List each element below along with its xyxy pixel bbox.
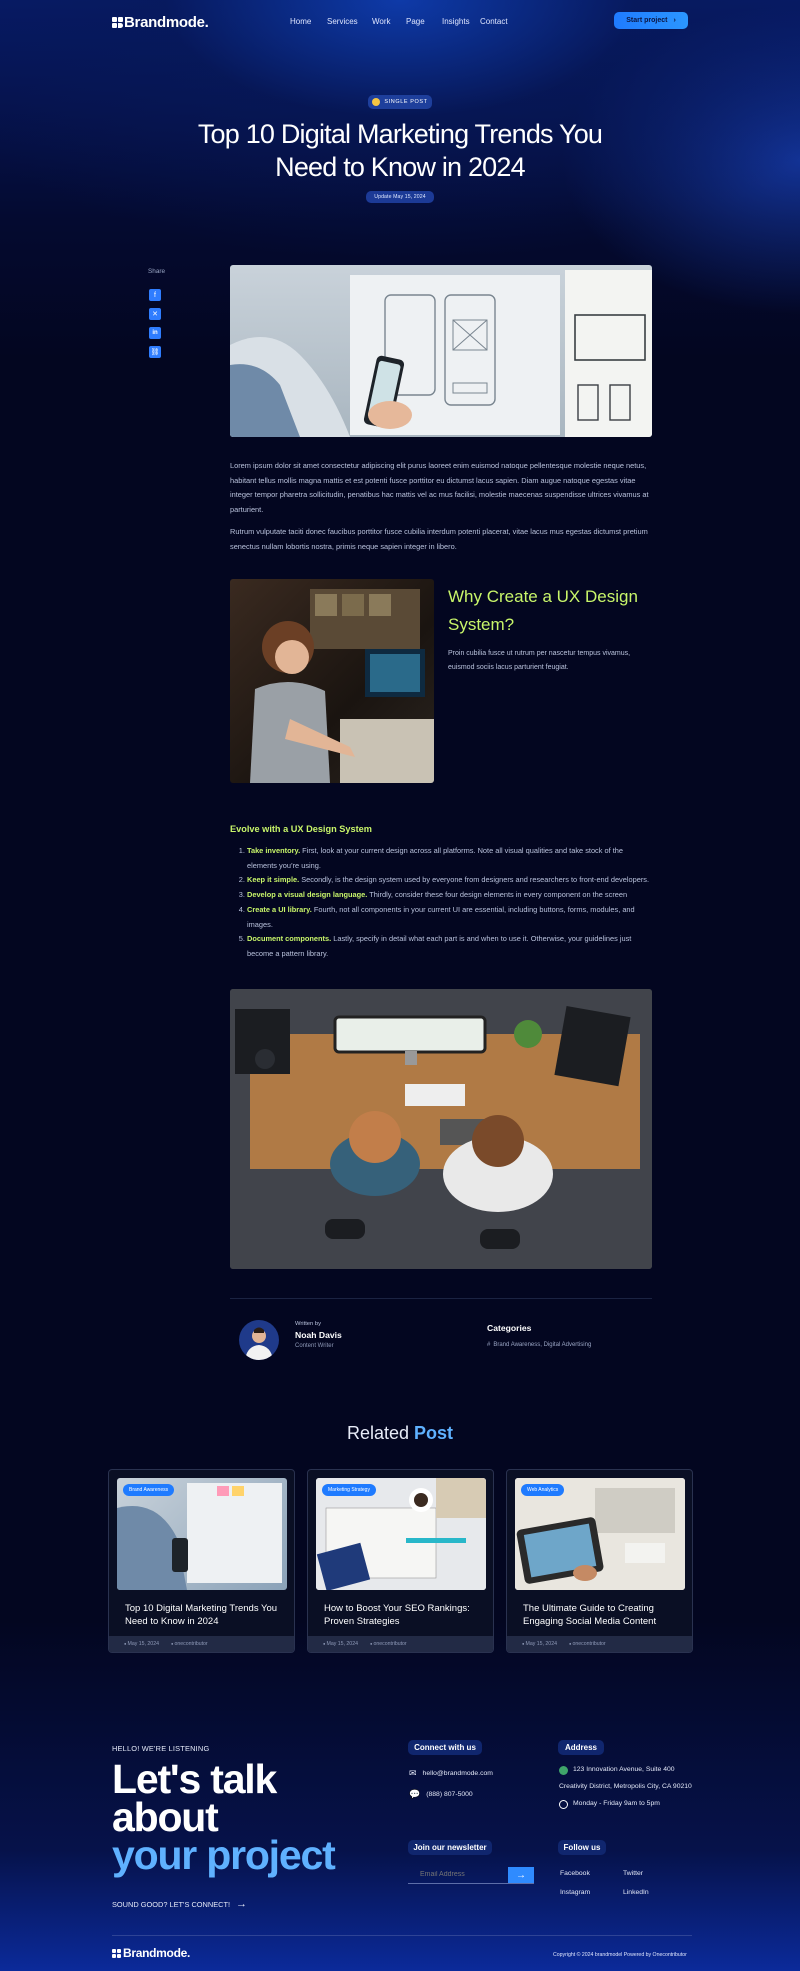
newsletter-email-input[interactable]: [408, 1871, 508, 1878]
card-author: ● onecontributor: [370, 1641, 407, 1647]
avatar-illustration: [239, 1320, 279, 1360]
footer-eyebrow: HELLO! WE'RE LISTENING: [112, 1744, 210, 1753]
card-tag[interactable]: Marketing Strategy: [322, 1484, 376, 1496]
list-item: [247, 932, 654, 961]
card-meta: [507, 1636, 692, 1652]
big-line-2: about: [112, 1794, 218, 1840]
card-author: ● onecontributor: [171, 1641, 208, 1647]
big-line-1: Let's talk: [112, 1756, 277, 1802]
mail-icon: ✉: [409, 1768, 417, 1778]
phone-text: (888) 807-5000: [426, 1791, 473, 1798]
follow-label: Follow us: [558, 1840, 606, 1855]
card-image: [117, 1478, 287, 1590]
ux-description: Proin cubilia fusce ut rutrum per nascetur tempus vivamus, euismod sociis lacus parturient feugiat.: [448, 650, 631, 671]
team-desk-image: [230, 989, 652, 1269]
arrow-right-icon: →: [516, 1869, 526, 1881]
card-meta: [308, 1636, 493, 1652]
link-icon: ⛓: [150, 349, 160, 356]
nav-contact[interactable]: Contact: [480, 17, 508, 26]
related-heading-b: Post: [414, 1423, 454, 1443]
social-facebook[interactable]: Facebook: [560, 1870, 590, 1877]
footer-logo-text: Brandmode.: [123, 1946, 191, 1960]
social-twitter[interactable]: Twitter: [623, 1870, 644, 1877]
desk-illustration: [230, 989, 652, 1269]
single-post-badge: [368, 95, 432, 109]
related-card[interactable]: [108, 1469, 295, 1653]
designer-illustration: [230, 579, 434, 783]
nav-insights[interactable]: Insights: [442, 17, 470, 26]
card-author: ● onecontributor: [569, 1641, 606, 1647]
card-tag[interactable]: Web Analytics: [521, 1484, 564, 1496]
article-paragraph-1: Lorem ipsum dolor sit amet consectetur adipiscing elit purus laoreet enim euismod natoque pellentesque molestie neque netus, habitant tellus mollis magna mattis et est potenti fusce porttitor eu dictumst lacus sapien. Diam augue natoque egestas vitae integer tempor pharetra sollicitudin, penatibus hac mattis vel ac mus facilisi, molestie maecenas suspendisse ultrices vivamus at parturient.: [230, 461, 649, 514]
card-image: [316, 1478, 486, 1590]
start-project-label: Start project: [626, 17, 668, 24]
step-title: Document components.: [247, 934, 332, 944]
update-date-badge: Update May 15, 2024: [366, 191, 434, 203]
site-logo[interactable]: [112, 14, 209, 31]
written-by-label: Written by: [295, 1321, 321, 1327]
address-label: Address: [558, 1740, 604, 1755]
card-tag[interactable]: Brand Awareness: [123, 1484, 174, 1496]
ux-heading: Why Create a UX Design System?: [448, 587, 638, 634]
chat-icon: 💬: [409, 1789, 421, 1799]
list-item: [247, 903, 654, 932]
related-heading: [0, 1423, 800, 1444]
author-role: Content Writer: [295, 1343, 334, 1349]
nav-work[interactable]: Work: [372, 17, 391, 26]
email-contact[interactable]: [409, 1768, 493, 1779]
logo-text: Brandmode.: [124, 14, 209, 31]
address1-text: 123 Innovation Avenue, Suite 400: [573, 1766, 675, 1773]
related-heading-a: Related: [346, 1423, 415, 1443]
author-name[interactable]: Noah Davis: [295, 1330, 342, 1340]
x-icon: ✕: [152, 311, 158, 318]
step-title: Develop a visual design language.: [247, 890, 368, 900]
social-instagram[interactable]: Instagram: [560, 1889, 591, 1896]
linkedin-icon: in: [152, 330, 158, 336]
step-title: Keep it simple.: [247, 875, 300, 885]
nav-services[interactable]: Services: [327, 17, 358, 26]
share-label: Share: [148, 268, 166, 275]
card-title[interactable]: How to Boost Your SEO Rankings: Proven Strategies: [324, 1603, 470, 1627]
step-title: Take inventory.: [247, 846, 301, 855]
address-line-2: Creativity District, Metropolis City, CA 90210: [559, 1783, 692, 1790]
phone-contact[interactable]: [409, 1789, 473, 1800]
lets-connect-link[interactable]: [112, 1898, 247, 1910]
footer-divider: [112, 1935, 692, 1936]
step-text: First, look at your current design across all platforms. Note all visual qualities and take stock of the elements you’re using.: [247, 846, 623, 870]
footer-big-heading: [112, 1756, 335, 1878]
email-text: hello@brandmode.com: [422, 1770, 493, 1777]
related-card[interactable]: [506, 1469, 693, 1653]
step-text: Fourth, not all components in your current UI are essential, including buttons, forms, modules, and images.: [247, 904, 635, 929]
facebook-icon: f: [154, 291, 156, 299]
title-line-1: Top 10 Digital Marketing Trends You: [197, 119, 603, 149]
article-paragraph-2: Rutrum vulputate taciti donec faucibus porttitor fusce cubilia interdum potenti placerat, vitae lacus mus egestas dictumst pretium senectus nullam lobortis nostra, primis neque sapien integer in libero.: [230, 527, 648, 551]
card-meta: [109, 1636, 294, 1652]
nav-page[interactable]: Page: [406, 17, 425, 26]
related-card[interactable]: [307, 1469, 494, 1653]
wireframe-phone-illustration: [230, 265, 652, 437]
card-title[interactable]: The Ultimate Guide to Creating Engaging Social Media Content: [523, 1603, 657, 1627]
step-text: Secondly, is the design system used by everyone from designers and researchers to front-end developers.: [299, 875, 650, 885]
logo-mark-icon: [112, 17, 123, 28]
footer-logo[interactable]: [112, 1946, 190, 1960]
divider: [230, 1298, 652, 1299]
newsletter-form: [408, 1866, 534, 1884]
nav-home[interactable]: Home: [290, 17, 312, 26]
location-icon: [559, 1766, 568, 1775]
chevron-right-icon: ›: [673, 17, 676, 24]
categories-label: Categories: [487, 1323, 532, 1333]
start-project-button[interactable]: [614, 12, 688, 29]
article-hero-image: [230, 265, 652, 437]
newsletter-submit-button[interactable]: [508, 1867, 534, 1883]
big-line-3: your project: [112, 1832, 335, 1878]
evolve-heading: Evolve with a UX Design System: [230, 824, 372, 834]
hours-text: Monday - Friday 9am to 5pm: [573, 1800, 660, 1807]
arrow-right-icon: →: [236, 1898, 248, 1910]
badge-label: SINGLE POST: [384, 99, 428, 105]
designer-workspace-image: [230, 579, 434, 783]
share-link-button[interactable]: [149, 346, 161, 358]
card-date: ● May 15, 2024: [323, 1641, 358, 1647]
logo-mark-icon: [112, 1949, 121, 1958]
share-x-button[interactable]: [149, 308, 161, 320]
card-date: ● May 15, 2024: [124, 1641, 159, 1647]
page-title: [100, 118, 700, 184]
title-line-2: Need to Know in 2024: [275, 152, 525, 182]
steps-list: [230, 844, 654, 962]
card-image: [515, 1478, 685, 1590]
list-item: [247, 844, 654, 873]
list-item: [247, 873, 654, 888]
author-avatar: [239, 1320, 279, 1360]
copyright: Copyright © 2024 brandmodel Powered by Onecontributor: [553, 1952, 687, 1958]
step-text: Lastly, specify in detail what each part is and when to use it. Otherwise, your guidelines just become a pattern library.: [247, 934, 632, 958]
step-text: Thirdly, consider these four design elements in every component on the screen: [367, 890, 628, 900]
address-line-1: [559, 1766, 675, 1775]
tag-icon: #: [487, 1342, 491, 1348]
clapping-hands-icon: [372, 98, 380, 106]
step-title: Create a UI library.: [247, 904, 312, 914]
card-date: ● May 15, 2024: [522, 1641, 557, 1647]
categories-list[interactable]: [487, 1342, 591, 1348]
newsletter-label: Join our newsletter: [408, 1840, 492, 1855]
lets-connect-label: SOUND GOOD? LET'S CONNECT!: [112, 1899, 231, 1909]
share-linkedin-button[interactable]: [149, 327, 161, 339]
list-item: [247, 888, 654, 903]
share-facebook-button[interactable]: [149, 289, 161, 301]
card-title[interactable]: Top 10 Digital Marketing Trends You Need to Know in 2024: [125, 1603, 278, 1627]
connect-label: Connect with us: [408, 1740, 482, 1755]
categories-text: Brand Awareness, Digital Advertising: [493, 1342, 592, 1348]
clock-icon: [559, 1800, 568, 1809]
hours: [559, 1800, 660, 1809]
social-linkedin[interactable]: LinkedIn: [623, 1889, 649, 1896]
